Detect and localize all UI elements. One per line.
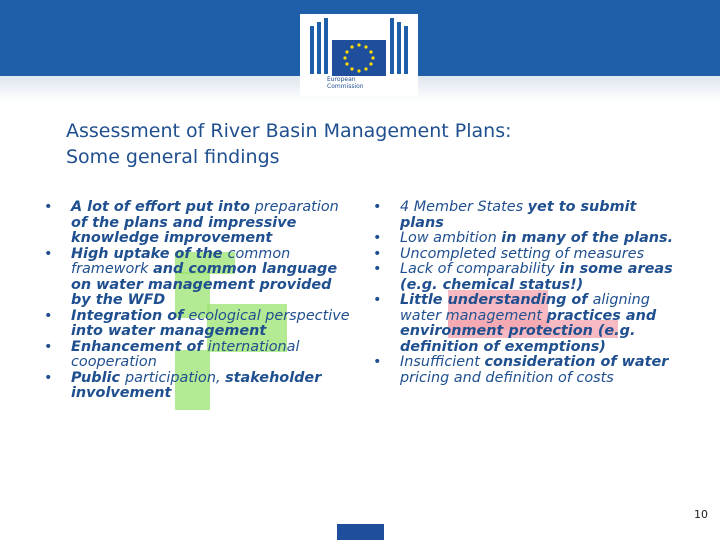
left-finding-item-text: ecological perspective [188,307,350,324]
page-number: 10 [694,508,708,521]
left-finding-item-text: stakeholder involvement [71,369,322,401]
left-finding-item-text: Enhancement of [71,338,208,355]
left-finding-item-text: Public [71,369,125,386]
right-finding-item-text: Low ambition [400,230,502,246]
left-finding-item-text: of the plans and impressive knowledge improvement [71,214,297,246]
right-finding-item [373,262,683,293]
right-finding-item-text: consideration of water [484,354,669,370]
logo-line-1: European [327,76,356,83]
right-finding-item-text: in some areas (e.g. chemical status!) [400,261,673,293]
right-finding-item-text: pricing and definition of costs [400,369,614,386]
left-finding-item [44,247,354,309]
right-finding-item-text: yet to submit plans [400,199,637,231]
right-finding-item [373,231,683,247]
right-finding-item [373,293,683,355]
right-finding-item-text: Lack of comparability [400,261,560,277]
right-finding-item-text: Little understanding of [400,292,593,308]
left-finding-item [44,309,354,340]
slide-title [66,118,666,170]
left-finding-item-text: common framework [71,245,291,277]
logo-text [327,76,407,90]
title-line-1: Assessment of River Basin Management Plans: [66,120,512,142]
right-finding-item-text: in many of the plans. [501,230,674,246]
right-finding-item [373,355,683,386]
left-finding-item [44,340,354,371]
left-finding-item-text: Integration of [71,307,189,324]
right-finding-item-text: 4 Member States [400,199,528,215]
footer-flag-bar [337,524,384,540]
title-line-2: Some general findings [66,146,280,168]
left-finding-item-text: international cooperation [71,338,300,370]
right-finding-item-text: practices and environment protection (e.g. definition of exemptions) [400,307,657,355]
right-finding-item-text: Insufficient [400,354,485,370]
left-finding-item-text: into water management [71,323,267,339]
left-finding-item [44,371,354,402]
left-finding-item [44,200,354,247]
left-finding-item-text: and common language on water management provided by the WFD [71,261,338,308]
findings-left-list [44,200,354,402]
right-finding-item-text: Uncompleted setting of measures [400,245,645,262]
logo-line-2: Commission [327,83,364,90]
left-finding-item-text: participation, [125,369,226,386]
right-finding-item [373,247,683,263]
left-finding-item-text: High uptake of the [71,245,228,262]
findings-right-list [373,200,683,386]
left-finding-item-text: A lot of effort put into [71,199,251,215]
right-finding-item-text: aligning water management [400,292,650,324]
right-finding-item [373,200,683,231]
left-finding-item-text: preparation [250,199,339,215]
